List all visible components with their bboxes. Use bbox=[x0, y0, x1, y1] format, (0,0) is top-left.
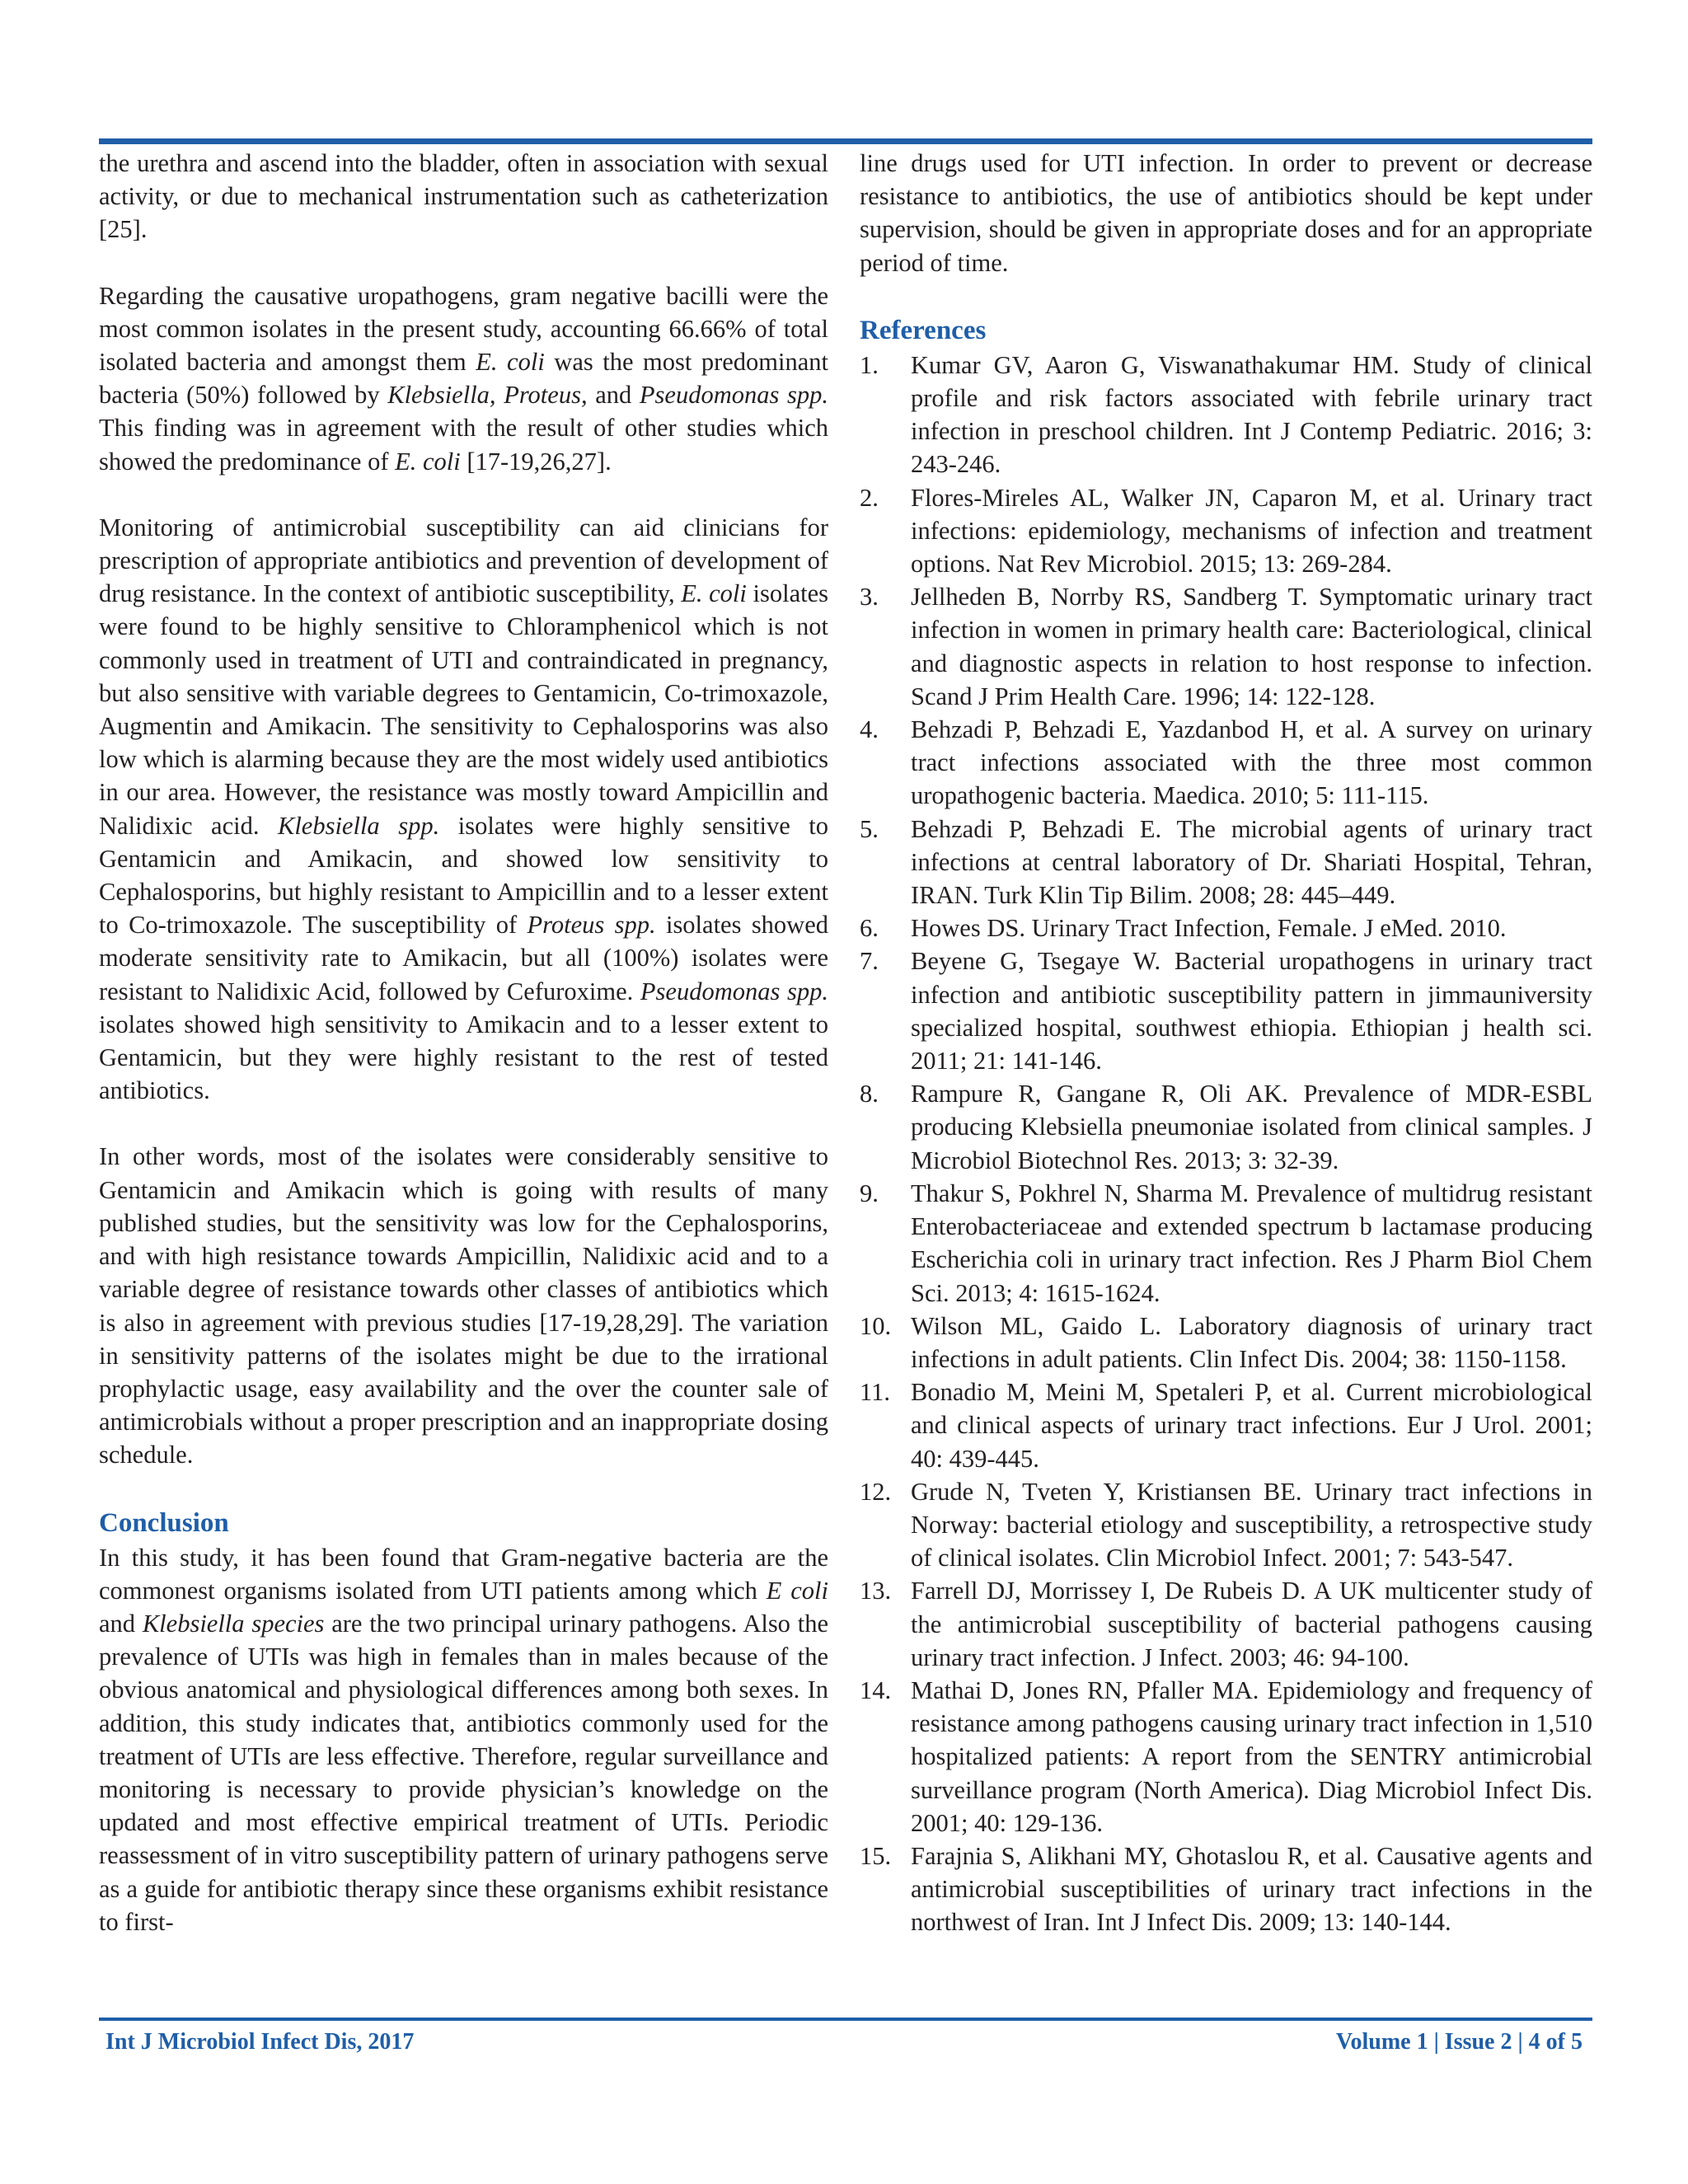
reference-item bbox=[860, 1574, 1592, 1674]
reference-list bbox=[860, 349, 1592, 1939]
reference-number: 15. bbox=[860, 1841, 892, 1870]
reference-item bbox=[860, 481, 1592, 581]
reference-number: 6. bbox=[860, 914, 879, 943]
reference-item bbox=[860, 1310, 1592, 1376]
reference-number: 9. bbox=[860, 1179, 879, 1207]
reference-text: Thakur S, Pokhrel N, Sharma M. Prevalence of multidrug resistant Enterobacteriaceae and extended spectrum b lactamase producing Escherichia coli in urinary tract infection. Res J Pharm Biol Chem Sci. 2013; 4: 1615-1624. bbox=[911, 1179, 1592, 1307]
paragraph-urethra: the urethra and ascend into the bladder, often in association with sexual activity, or due to mechanical instrumentation such as catheterization [25]. bbox=[99, 149, 828, 244]
reference-item bbox=[860, 713, 1592, 813]
references-heading: References bbox=[860, 315, 987, 345]
reference-text: Flores-Mireles AL, Walker JN, Caparon M, et al. Urinary tract infections: epidemiology, mechanisms of infection and treatment options. Nat Rev Microbiol. 2015; 13: 269-284. bbox=[911, 483, 1592, 579]
reference-text: Farrell DJ, Morrissey I, De Rubeis D. A UK multicenter study of the antimicrobial susceptibility of bacterial pathogens causing urinary tract infection. J Infect. 2003; 46: 94-100. bbox=[911, 1577, 1592, 1671]
reference-number: 5. bbox=[860, 814, 879, 843]
reference-item bbox=[860, 580, 1592, 713]
reference-text: Howes DS. Urinary Tract Infection, Female. J eMed. 2010. bbox=[911, 914, 1507, 943]
reference-text: Kumar GV, Aaron G, Viswanathakumar HM. Study of clinical profile and risk factors associated with febrile urinary tract infection in preschool children. Int J Contemp Pediatric. 2016; 3: 243-246. bbox=[911, 350, 1592, 479]
reference-text: Rampure R, Gangane R, Oli AK. Prevalence of MDR-ESBL producing Klebsiella pneumoniae isolated from clinical samples. J Microbiol Biotechnol Res. 2013; 3: 32-39. bbox=[911, 1080, 1592, 1174]
reference-item bbox=[860, 349, 1592, 481]
reference-text: Behzadi P, Behzadi E, Yazdanbod H, et al. A survey on urinary tract infections associated with the three most common uropathogenic bacteria. Maedica. 2010; 5: 111-115. bbox=[911, 715, 1592, 810]
reference-item bbox=[860, 813, 1592, 912]
left-column bbox=[99, 147, 828, 1938]
reference-number: 10. bbox=[860, 1311, 892, 1340]
conclusion-heading: Conclusion bbox=[99, 1507, 229, 1538]
reference-item bbox=[860, 944, 1592, 1077]
reference-number: 3. bbox=[860, 583, 879, 612]
reference-text: Grude N, Tveten Y, Kristiansen BE. Urinary tract infections in Norway: bacterial etiology and susceptibility, a retrospective study of clinical isolates. Clin Microbiol Infect. 2001; 7: 543-547. bbox=[911, 1477, 1592, 1572]
footer-volume: Volume 1 bbox=[1335, 2029, 1428, 2055]
reference-text: Bonadio M, Meini M, Spetaleri P, et al. Current microbiological and clinical aspects of urinary tract infections. Eur J Urol. 2001; 40: 439-445. bbox=[911, 1378, 1592, 1473]
footer-journal: Int J Microbiol Infect Dis, 2017 bbox=[106, 2029, 415, 2055]
paragraph-continued: line drugs used for UTI infection. In order to prevent or decrease resistance to antibiotics, the use of antibiotics should be kept under supervision, should be given in appropriate doses and for an appropriate period of time. bbox=[860, 149, 1592, 277]
reference-text: Mathai D, Jones RN, Pfaller MA. Epidemiology and frequency of resistance among pathogens causing urinary tract infection in 1,510 hospitalized patients: A report from the SENTRY antimicrobial surveillance program (North America). Diag Microbiol Infect Dis. 2001; 40: 129-136. bbox=[911, 1675, 1592, 1837]
reference-number: 2. bbox=[860, 483, 879, 512]
paragraph-other-words: In other words, most of the isolates were considerably sensitive to Gentamicin and Amikacin which is going with results of many published studies, but the sensitivity was low for the Cephalosporins, and with high resistance towards Ampicillin, Nalidixic acid and to a variable degree of resistance towards other classes of antibiotics which is also in agreement with previous studies [17-19,28,29]. The variation in sensitivity patterns of the isolates might be due to the irrational prophylactic usage, easy availability and the over the counter sale of antimicrobials without a proper prescription and an inappropriate dosing schedule. bbox=[99, 1142, 828, 1469]
paragraph-conclusion: In this study, it has been found that Gram-negative bacteria are the commonest organisms isolated from UTI patients among which E coli and Klebsiella species are the two principal urinary pathogens. Also the prevalence of UTIs was high in females than in males because of the obvious anatomical and physiological differences among both sexes. In addition, this study indicates that, antibiotics commonly used for the treatment of UTIs are less effective. Therefore, regular surveillance and monitoring is necessary to provide physician’s knowledge on the updated and most effective empirical treatment of UTIs. Periodic reassessment of in vitro susceptibility pattern of urinary pathogens serve as a guide for antibiotic therapy since these organisms exhibit resistance to first- bbox=[99, 1543, 828, 1936]
paragraph-susceptibility: Monitoring of antimicrobial susceptibility can aid clinicians for prescription of appropriate antibiotics and prevention of development of drug resistance. In the context of antibiotic susceptibility, E. coli isolates were found to be highly sensitive to Chloramphenicol which is not commonly used in treatment of UTI and contraindicated in pregnancy, but also sensitive with variable degrees to Gentamicin, Co-trimoxazole, Augmentin and Amikacin. The sensitivity to Cephalosporins was also low which is alarming because they are the most widely used antibiotics in our area. However, the resistance was mostly toward Ampicillin and Nalidixic acid. Klebsiella spp. isolates were highly sensitive to Gentamicin and Amikacin, and showed low sensitivity to Cephalosporins, but highly resistant to Ampicillin and to a lesser extent to Co-trimoxazole. The susceptibility of Proteus spp. isolates showed moderate sensitivity rate to Amikacin, but all (100%) isolates were resistant to Nalidixic Acid, followed by Cefuroxime. Pseudomonas spp. isolates showed high sensitivity to Amikacin and to a lesser extent to Gentamicin, but they were highly resistant to the rest of tested antibiotics. bbox=[99, 513, 828, 1105]
reference-item bbox=[860, 1674, 1592, 1840]
reference-number: 1. bbox=[860, 350, 879, 379]
reference-number: 4. bbox=[860, 715, 879, 744]
reference-text: Jellheden B, Norrby RS, Sandberg T. Symptomatic urinary tract infection in women in primary health care: Bacteriological, clinical and diagnostic aspects in relation to host response to infection. Scand J Prim Health Care. 1996; 14: 122-128. bbox=[911, 583, 1592, 710]
reference-item bbox=[860, 1840, 1592, 1939]
footer-volume-issue-page: Volume 1 | Issue 2 | 4 of 5 bbox=[1335, 2029, 1582, 2055]
footer-rule bbox=[99, 2018, 1592, 2021]
header-rule bbox=[99, 138, 1592, 144]
reference-text: Behzadi P, Behzadi E. The microbial agents of urinary tract infections at central laboratory of Dr. Shariati Hospital, Tehran, IRAN. Turk Klin Tip Bilim. 2008; 28: 445–449. bbox=[911, 814, 1592, 910]
footer-page: 4 of 5 bbox=[1528, 2029, 1582, 2055]
reference-text: Wilson ML, Gaido L. Laboratory diagnosis of urinary tract infections in adult patients. Clin Infect Dis. 2004; 38: 1150-1158. bbox=[911, 1311, 1592, 1373]
reference-number: 8. bbox=[860, 1080, 879, 1108]
reference-text: Farajnia S, Alikhani MY, Ghotaslou R, et al. Causative agents and antimicrobial susceptibilities of urinary tract infections in the northwest of Iran. Int J Infect Dis. 2009; 13: 140-144. bbox=[911, 1841, 1592, 1937]
reference-text: Beyene G, Tsegaye W. Bacterial uropathogens in urinary tract infection and antibiotic susceptibility pattern in jimmauniversity specialized hospital, southwest ethiopia. Ethiopian j health sci. 2011; 21: 141-146. bbox=[911, 947, 1592, 1076]
reference-number: 13. bbox=[860, 1577, 892, 1605]
reference-number: 11. bbox=[860, 1378, 890, 1407]
reference-item bbox=[860, 1475, 1592, 1575]
reference-item bbox=[860, 1177, 1592, 1310]
right-column bbox=[860, 147, 1592, 1939]
footer-issue: Issue 2 bbox=[1444, 2029, 1512, 2055]
reference-number: 12. bbox=[860, 1477, 892, 1506]
reference-item bbox=[860, 912, 1592, 944]
paragraph-uropathogens: Regarding the causative uropathogens, gram negative bacilli were the most common isolates in the present study, accounting 66.66% of total isolated bacteria and amongst them E. coli was the most predominant bacteria (50%) followed by Klebsiella, Proteus, and Pseudomonas spp. This finding was in agreement with the result of other studies which showed the predominance of E. coli [17-19,26,27]. bbox=[99, 281, 828, 476]
reference-number: 14. bbox=[860, 1675, 892, 1704]
reference-item bbox=[860, 1077, 1592, 1177]
reference-item bbox=[860, 1376, 1592, 1475]
reference-number: 7. bbox=[860, 947, 879, 976]
